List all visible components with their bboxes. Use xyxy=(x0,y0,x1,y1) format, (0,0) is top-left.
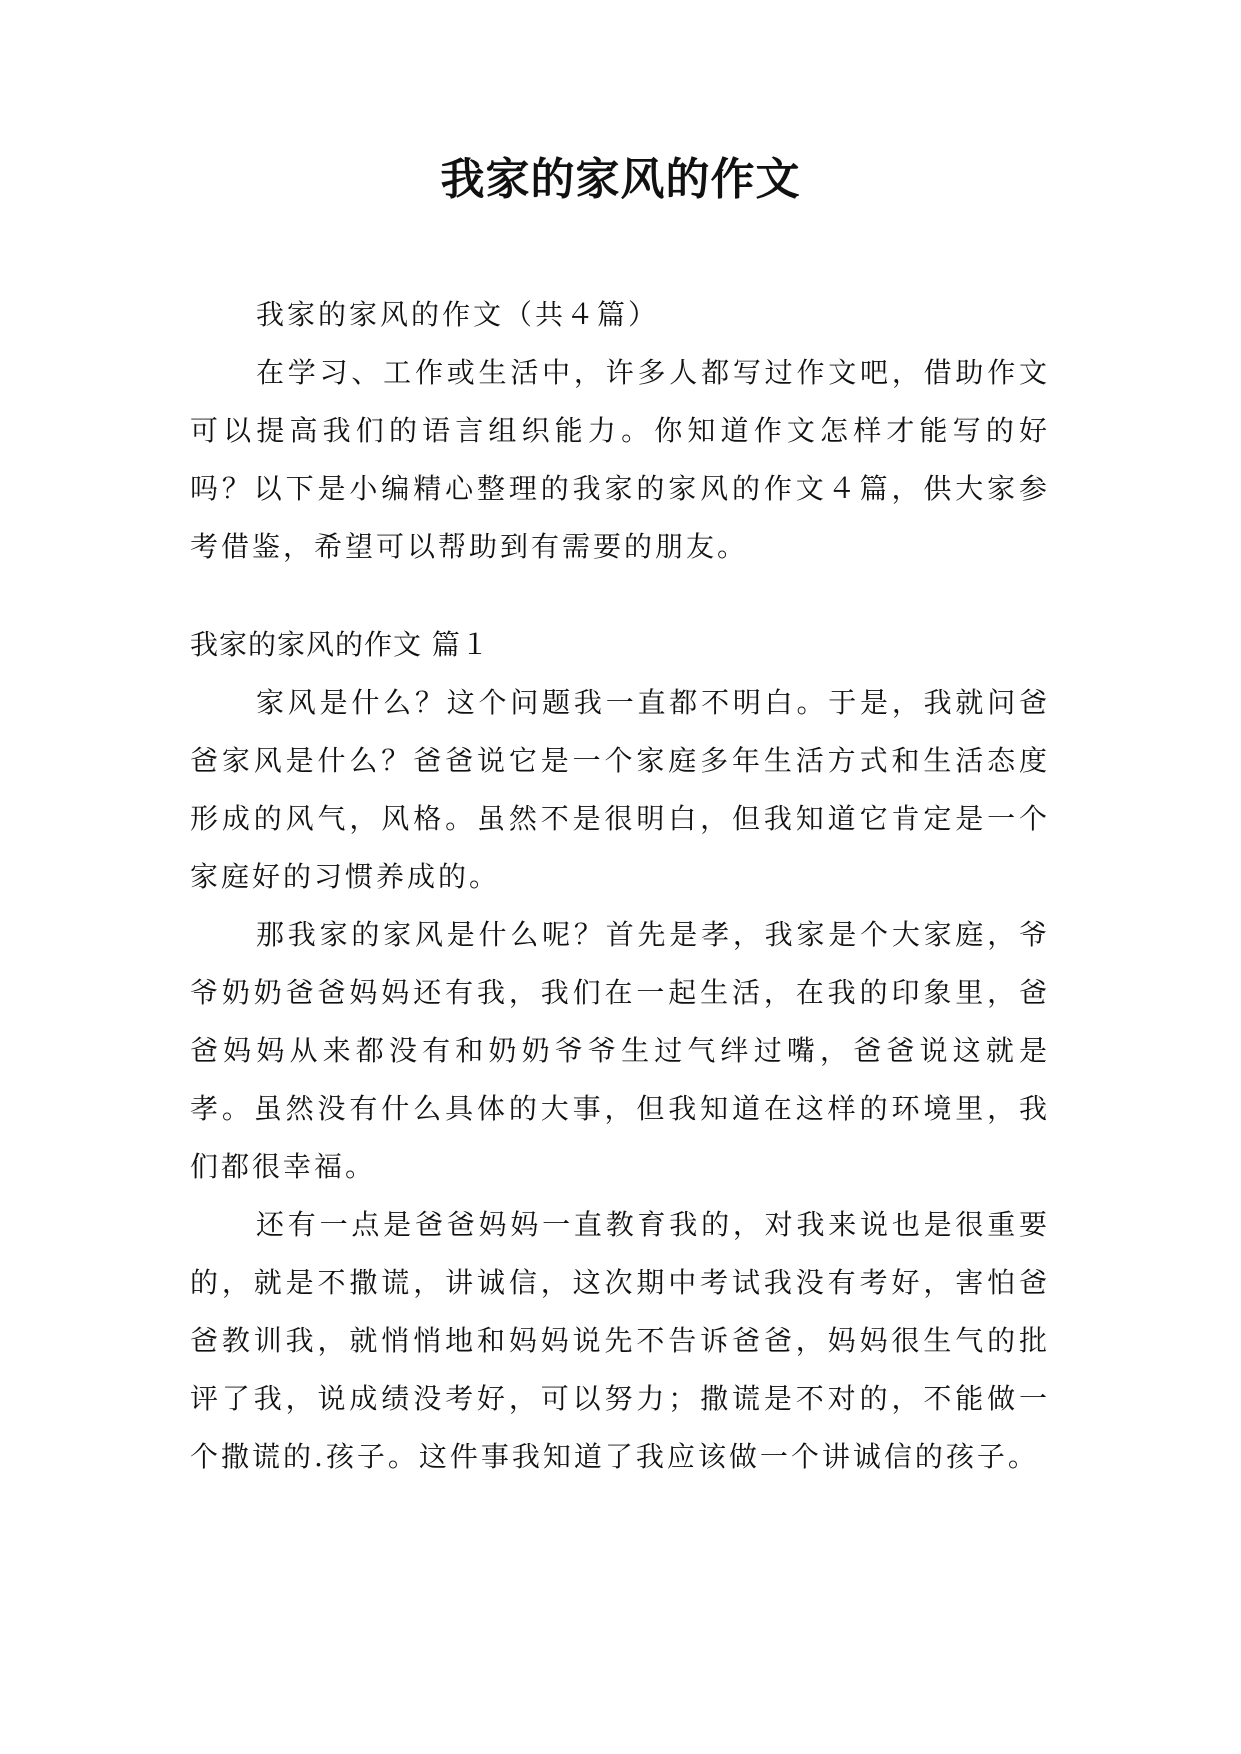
body-paragraph-1: 家风是什么？这个问题我一直都不明白。于是，我就问爸爸家风是什么？爸爸说它是一个家庭多年生活方式和生活态度形成的风气，风格。虽然不是很明白，但我知道它肯定是一个家庭好的习惯养成的。 xyxy=(190,686,1050,893)
document-body xyxy=(190,286,1050,1486)
intro-paragraph: 在学习、工作或生活中，许多人都写过作文吧，借助作文可以提高我们的语言组织能力。你知道作文怎样才能写的好吗？以下是小编精心整理的我家的家风的作文４篇，供大家参考借鉴，希望可以帮助到有需要的朋友。 xyxy=(190,356,1050,563)
body-paragraph-2: 那我家的家风是什么呢？首先是孝，我家是个大家庭，爷爷奶奶爸爸妈妈还有我，我们在一起生活，在我的印象里，爸爸妈妈从来都没有和奶奶爷爷生过气绊过嘴，爸爸说这就是孝。虽然没有什么具体的大事，但我知道在这样的环境里，我们都很幸福。 xyxy=(190,918,1050,1183)
section-heading: 我家的家风的作文 篇１ xyxy=(190,628,490,661)
intro-line: 我家的家风的作文（共４篇） xyxy=(256,298,660,331)
document-title: 我家的家风的作文 xyxy=(440,154,801,205)
body-paragraph-3: 还有一点是爸爸妈妈一直教育我的，对我来说也是很重要的，就是不撒谎，讲诚信，这次期中考试我没有考好，害怕爸爸教训我，就悄悄地和妈妈说先不告诉爸爸，妈妈很生气的批评了我，说成绩没考好，可以努力；撒谎是不对的，不能做一个撒谎的.孩子。这件事我知道了我应该做一个讲诚信的孩子。 xyxy=(190,1208,1050,1473)
